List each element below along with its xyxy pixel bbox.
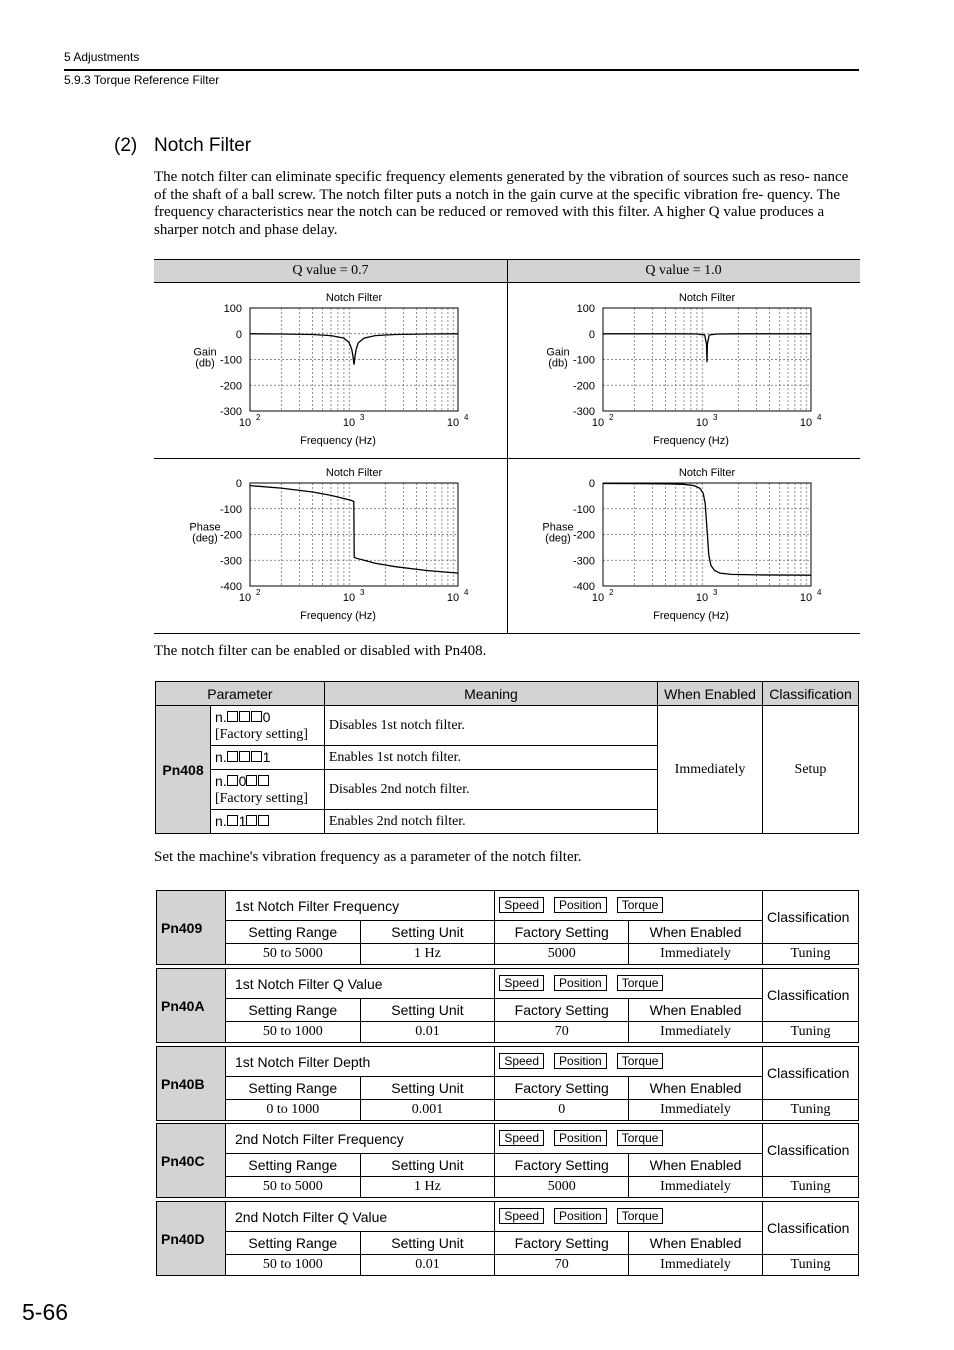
- classification-header: Classification: [763, 682, 859, 706]
- y-axis-label: [189, 522, 220, 545]
- when-enabled-value: Immediately: [629, 1022, 763, 1043]
- x-tick-label: 10: [695, 592, 709, 604]
- x-tick-exponent: 2: [256, 588, 261, 597]
- x-axis-label: Frequency (Hz): [300, 435, 376, 447]
- factory-setting-label: Factory Setting: [495, 999, 629, 1022]
- setting-unit-label: Setting Unit: [360, 999, 495, 1022]
- setting-table-pn40d: [156, 1201, 859, 1276]
- factory-setting-value: 0: [495, 1100, 629, 1121]
- setting-range-label: Setting Range: [225, 1077, 360, 1100]
- param-code: n. 1: [215, 813, 270, 829]
- when-enabled-value: Immediately: [629, 1100, 763, 1121]
- param-code: n. 0: [215, 773, 270, 789]
- position-tag: Position: [554, 1053, 607, 1069]
- param-title: 2nd Notch Filter Q Value: [225, 1202, 494, 1232]
- chart-title: Notch Filter: [678, 292, 736, 304]
- digit-placeholder: [258, 815, 269, 826]
- note-notch-frequency: Set the machine's vibration frequency as a parameter of the notch filter.: [154, 849, 582, 865]
- classification-value: Setup: [763, 706, 859, 834]
- phase-chart-q07: [184, 464, 484, 629]
- q10-header: Q value = 1.0: [507, 259, 860, 283]
- y-tick-label: 0: [588, 328, 595, 341]
- x-tick-exponent: 2: [256, 413, 261, 422]
- param-meaning: Enables 2nd notch filter.: [324, 810, 657, 834]
- when-enabled-label: When Enabled: [629, 1077, 763, 1100]
- x-tick-exponent: 4: [817, 588, 822, 597]
- param-title: 1st Notch Filter Depth: [225, 1047, 494, 1077]
- y-tick-label: -300: [572, 555, 595, 568]
- mode-tags: [495, 1202, 763, 1232]
- y-axis-label-line: (deg): [545, 532, 571, 545]
- y-tick-label: -200: [572, 380, 595, 393]
- param-meaning: Disables 2nd notch filter.: [324, 770, 657, 810]
- torque-tag: Torque: [617, 1053, 664, 1069]
- speed-tag: Speed: [499, 1208, 544, 1224]
- setting-unit-label: Setting Unit: [360, 1232, 495, 1255]
- y-tick-label: -400: [572, 581, 595, 593]
- note-pn408: The notch filter can be enabled or disabled with Pn408.: [154, 643, 487, 659]
- setting-range-label: Setting Range: [225, 921, 360, 944]
- classification-label: Classification: [762, 1047, 858, 1100]
- setting-table-pn40b: [156, 1046, 859, 1121]
- x-tick-exponent: 4: [464, 588, 469, 597]
- factory-setting-value: 5000: [495, 944, 629, 965]
- factory-setting-note: [Factory setting]: [214, 726, 308, 742]
- classification-label: Classification: [762, 969, 858, 1022]
- x-tick-label: 10: [446, 592, 460, 604]
- speed-tag: Speed: [499, 1053, 544, 1069]
- setting-unit-value: 0.01: [360, 1255, 495, 1276]
- intro-paragraph: The notch filter can eliminate specific frequency elements generated by the vibration of sources such as reso- nance of the shaft of a ball screw. The notch filter puts a notch in the gain curve at the specific vibration fre- quency. The frequency characteristics near the notch can be reduced or removed with this filter. A higher Q value produces a sharper notch and phase delay.: [154, 169, 849, 238]
- y-tick-label: -200: [219, 529, 242, 542]
- setting-range-value: 0 to 1000: [225, 1100, 360, 1121]
- y-tick-label: 100: [223, 303, 242, 315]
- setting-unit-label: Setting Unit: [360, 921, 495, 944]
- x-tick-label: 10: [591, 417, 605, 429]
- section-header: 5.9.3 Torque Reference Filter: [64, 73, 220, 87]
- chart-title: Notch Filter: [325, 292, 383, 304]
- x-tick-label: 10: [799, 417, 813, 429]
- meaning-header: Meaning: [324, 682, 657, 706]
- y-tick-label: -200: [219, 380, 242, 393]
- x-tick-label: 10: [446, 417, 460, 429]
- setting-unit-label: Setting Unit: [360, 1077, 495, 1100]
- when-enabled-value: Immediately: [658, 706, 763, 834]
- when-enabled-label: When Enabled: [629, 1232, 763, 1255]
- mode-tags: [495, 891, 763, 921]
- page-number: 5-66: [22, 1299, 69, 1325]
- setting-unit-value: 0.01: [360, 1022, 495, 1043]
- y-axis-label-line: Phase: [542, 521, 574, 534]
- param-setting-cell: [210, 810, 324, 834]
- digit-placeholder: [246, 775, 257, 786]
- y-axis-label: [546, 347, 569, 370]
- x-tick-exponent: 4: [817, 413, 822, 422]
- classification-label: Classification: [762, 1124, 858, 1177]
- x-tick-label: 10: [799, 592, 813, 604]
- param-number: Pn409: [157, 891, 226, 965]
- classification-value: Tuning: [762, 944, 858, 965]
- chart-grid: [154, 259, 860, 634]
- gain-chart-q07: [184, 289, 484, 454]
- y-tick-label: -100: [572, 503, 595, 516]
- setting-range-value: 50 to 5000: [225, 944, 360, 965]
- x-tick-exponent: 3: [360, 413, 365, 422]
- position-tag: Position: [554, 1208, 607, 1224]
- factory-setting-value: 5000: [495, 1177, 629, 1198]
- when-enabled-label: When Enabled: [629, 921, 763, 944]
- speed-tag: Speed: [499, 975, 544, 991]
- setting-unit-value: 0.001: [360, 1100, 495, 1121]
- gain-chart-q10: [537, 289, 837, 454]
- chapter-header: 5 Adjustments: [64, 50, 140, 64]
- section-title-text: Notch Filter: [154, 135, 252, 156]
- section-title: [114, 135, 251, 157]
- param-number: Pn40D: [157, 1202, 226, 1276]
- torque-tag: Torque: [617, 1130, 664, 1146]
- x-tick-label: 10: [695, 417, 709, 429]
- q07-header: Q value = 0.7: [154, 259, 507, 283]
- y-axis-label-line: (deg): [192, 532, 218, 545]
- factory-setting-value: 70: [495, 1255, 629, 1276]
- classification-value: Tuning: [762, 1100, 858, 1121]
- y-tick-label: -100: [219, 503, 242, 516]
- param-meaning: Enables 1st notch filter.: [324, 746, 657, 770]
- setting-range-label: Setting Range: [225, 1154, 360, 1177]
- param-title: 1st Notch Filter Frequency: [225, 891, 494, 921]
- setting-range-value: 50 to 5000: [225, 1177, 360, 1198]
- x-tick-exponent: 4: [464, 413, 469, 422]
- pn408-label: Pn408: [156, 706, 211, 834]
- mode-tags: [495, 1124, 763, 1154]
- when-enabled-label: When Enabled: [629, 999, 763, 1022]
- setting-unit-label: Setting Unit: [360, 1154, 495, 1177]
- setting-table-pn409: [156, 890, 859, 965]
- x-tick-exponent: 2: [609, 413, 614, 422]
- digit-placeholder: [246, 815, 257, 826]
- digit-placeholder: [239, 711, 250, 722]
- digit-placeholder: [227, 775, 238, 786]
- y-axis-label-line: Gain: [193, 346, 217, 359]
- setting-range-value: 50 to 1000: [225, 1255, 360, 1276]
- x-axis-label: Frequency (Hz): [653, 435, 729, 447]
- torque-tag: Torque: [617, 1208, 664, 1224]
- y-tick-label: -300: [219, 406, 242, 418]
- y-axis-label-line: (db): [195, 357, 215, 370]
- digit-placeholder: [251, 751, 262, 762]
- digit-placeholder: [227, 815, 238, 826]
- x-tick-exponent: 3: [360, 588, 365, 597]
- factory-setting-label: Factory Setting: [495, 921, 629, 944]
- factory-setting-label: Factory Setting: [495, 1232, 629, 1255]
- y-tick-label: -100: [572, 354, 595, 367]
- when-enabled-header: When Enabled: [658, 682, 763, 706]
- param-setting-cell: [210, 746, 324, 770]
- y-tick-label: -100: [219, 354, 242, 367]
- phase-chart-q10: [537, 464, 837, 629]
- speed-tag: Speed: [499, 897, 544, 913]
- digit-placeholder: [227, 711, 238, 722]
- digit-placeholder: [258, 775, 269, 786]
- param-title: 2nd Notch Filter Frequency: [225, 1124, 494, 1154]
- row-divider: [154, 458, 860, 459]
- x-tick-exponent: 3: [713, 588, 718, 597]
- classification-value: Tuning: [762, 1022, 858, 1043]
- header-rule: [64, 69, 859, 71]
- x-axis-label: Frequency (Hz): [300, 610, 376, 622]
- x-tick-label: 10: [342, 592, 356, 604]
- position-tag: Position: [554, 1130, 607, 1146]
- param-number: Pn40B: [157, 1047, 226, 1121]
- y-axis-label-line: (db): [548, 357, 568, 370]
- setting-table-pn40a: [156, 968, 859, 1043]
- torque-tag: Torque: [617, 975, 664, 991]
- section-number: (2): [114, 135, 138, 156]
- setting-range-value: 50 to 1000: [225, 1022, 360, 1043]
- position-tag: Position: [554, 975, 607, 991]
- y-tick-label: 100: [576, 303, 595, 315]
- column-divider: [507, 259, 508, 633]
- x-tick-label: 10: [591, 592, 605, 604]
- factory-setting-note: [Factory setting]: [214, 790, 308, 806]
- pn408-table: [155, 681, 859, 834]
- series-line: [603, 484, 811, 576]
- y-tick-label: -300: [219, 555, 242, 568]
- param-code: n. 0: [214, 708, 271, 725]
- param-number: Pn40C: [157, 1124, 226, 1198]
- param-setting-cell: [210, 706, 324, 746]
- setting-range-label: Setting Range: [225, 1232, 360, 1255]
- digit-placeholder: [239, 751, 250, 762]
- digit-placeholder: [227, 751, 238, 762]
- x-tick-exponent: 2: [609, 588, 614, 597]
- speed-tag: Speed: [499, 1130, 544, 1146]
- chart-title: Notch Filter: [325, 467, 383, 479]
- y-tick-label: 0: [588, 478, 595, 490]
- y-axis-label-line: Phase: [189, 521, 221, 534]
- position-tag: Position: [554, 897, 607, 913]
- param-number: Pn40A: [157, 969, 226, 1043]
- factory-setting-label: Factory Setting: [495, 1154, 629, 1177]
- mode-tags: [495, 969, 763, 999]
- factory-setting-label: Factory Setting: [495, 1077, 629, 1100]
- x-tick-label: 10: [238, 592, 252, 604]
- param-meaning: Disables 1st notch filter.: [324, 706, 657, 746]
- y-axis-label: [193, 347, 216, 370]
- digit-placeholder: [251, 711, 262, 722]
- y-axis-label-line: Gain: [546, 346, 570, 359]
- setting-unit-value: 1 Hz: [360, 944, 495, 965]
- y-tick-label: -300: [572, 406, 595, 418]
- when-enabled-value: Immediately: [629, 1177, 763, 1198]
- x-tick-exponent: 3: [713, 413, 718, 422]
- when-enabled-value: Immediately: [629, 1255, 763, 1276]
- classification-label: Classification: [762, 891, 858, 944]
- param-title: 1st Notch Filter Q Value: [225, 969, 494, 999]
- x-tick-label: 10: [238, 417, 252, 429]
- torque-tag: Torque: [617, 897, 664, 913]
- classification-value: Tuning: [762, 1255, 858, 1276]
- y-tick-label: 0: [235, 478, 242, 490]
- y-axis-label: [542, 522, 573, 545]
- classification-label: Classification: [762, 1202, 858, 1255]
- when-enabled-value: Immediately: [629, 944, 763, 965]
- param-setting-cell: [210, 770, 324, 810]
- x-axis-label: Frequency (Hz): [653, 610, 729, 622]
- param-code: n. 1: [214, 748, 271, 765]
- setting-unit-value: 1 Hz: [360, 1177, 495, 1198]
- y-tick-label: -400: [219, 581, 242, 593]
- factory-setting-value: 70: [495, 1022, 629, 1043]
- y-tick-label: 0: [235, 328, 242, 341]
- mode-tags: [495, 1047, 763, 1077]
- classification-value: Tuning: [762, 1177, 858, 1198]
- x-tick-label: 10: [342, 417, 356, 429]
- when-enabled-label: When Enabled: [629, 1154, 763, 1177]
- param-header: Parameter: [156, 682, 325, 706]
- setting-range-label: Setting Range: [225, 999, 360, 1022]
- chart-title: Notch Filter: [678, 467, 736, 479]
- setting-table-pn40c: [156, 1123, 859, 1198]
- y-tick-label: -200: [572, 529, 595, 542]
